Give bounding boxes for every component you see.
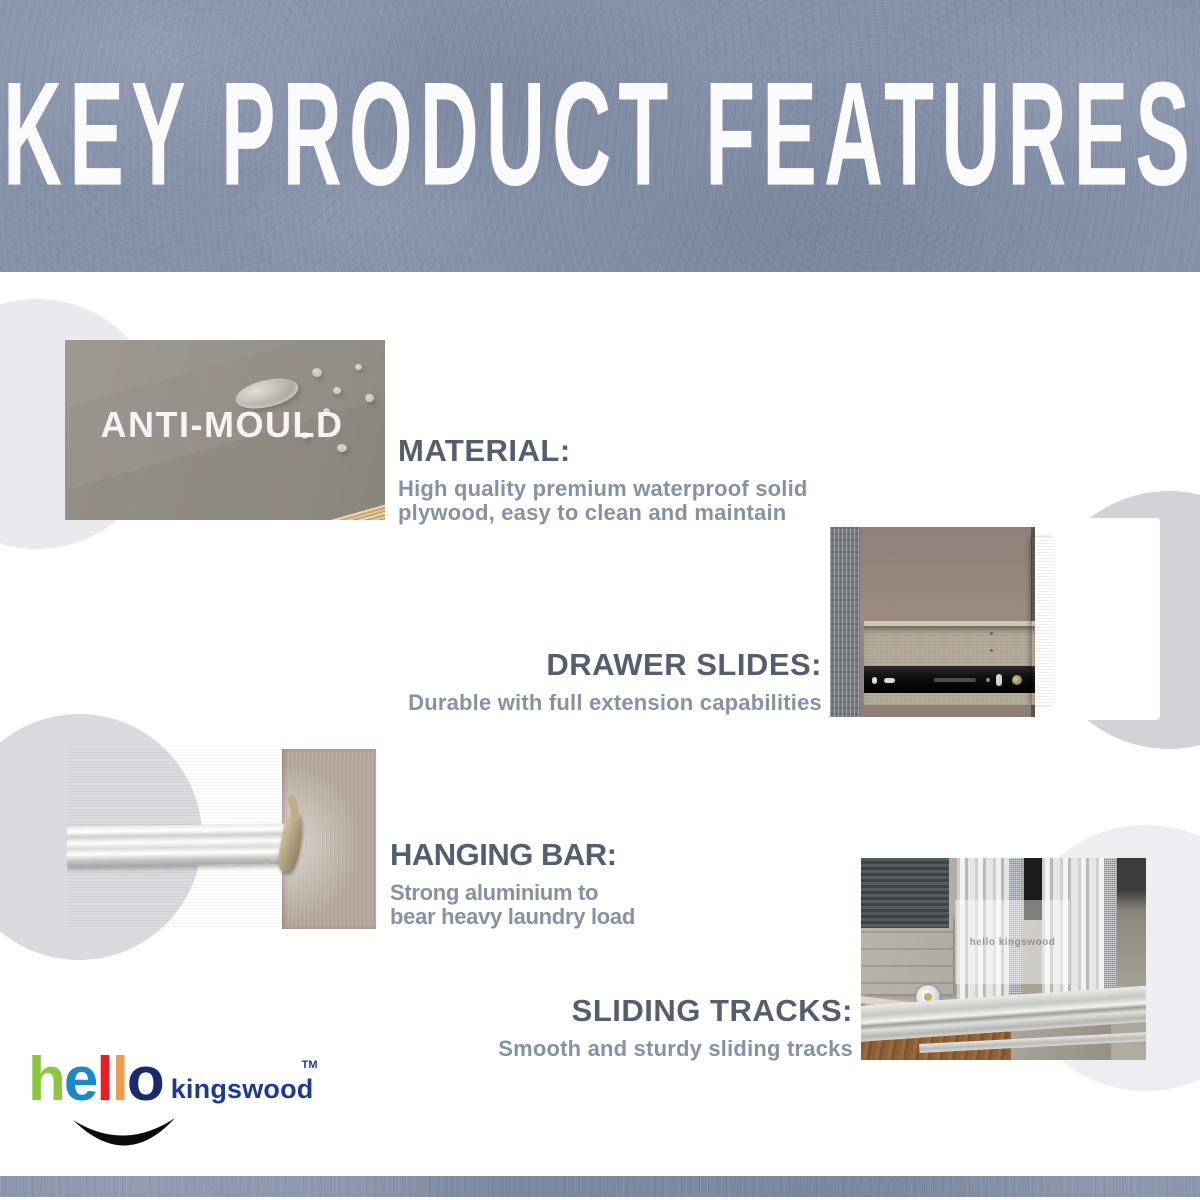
- watermark-text: hello kingswood: [969, 936, 1056, 948]
- accent-white-rect: [1048, 518, 1160, 720]
- feature-body-line: Strong aluminium to: [390, 880, 599, 905]
- logo-wordmark-hello: [28, 1045, 163, 1114]
- brand-logo: [28, 1045, 328, 1162]
- logo-brand-wrap: [170, 1059, 318, 1105]
- page-title: KEY PRODUCT FEATURES: [3, 53, 1197, 218]
- trademark-symbol: TM: [301, 1059, 318, 1071]
- feature-block-drawer-slides: [408, 648, 822, 715]
- logo-row: [28, 1045, 328, 1114]
- feature-block-material: [398, 434, 808, 525]
- water-droplet: [312, 368, 322, 377]
- pin-hole: [990, 649, 993, 652]
- rail-slot: [872, 677, 877, 684]
- rail-print: [934, 678, 976, 682]
- photo-drawer-slides: [830, 527, 1055, 717]
- feature-body-line: Durable with full extension capabilities: [408, 690, 822, 715]
- photo-hanging-bar: [67, 749, 376, 929]
- door-brush-seal: [1104, 858, 1117, 1008]
- aluminium-hanging-bar: [67, 823, 293, 866]
- feature-body-line: Smooth and sturdy sliding tracks: [498, 1036, 853, 1061]
- water-droplet: [355, 364, 362, 370]
- rail-dot: [986, 678, 990, 682]
- drawer-front-panel: [1032, 537, 1055, 705]
- logo-letter: l: [111, 1045, 127, 1114]
- rail-oval: [996, 674, 1002, 686]
- feature-body-sliding-tracks: [498, 1037, 853, 1061]
- logo-brand-name: kingswood: [170, 1074, 314, 1104]
- photo-anti-mould-plywood: [65, 340, 385, 520]
- logo-letter: e: [63, 1045, 97, 1114]
- feature-body-hanging-bar: [390, 881, 635, 929]
- rail-slot: [884, 678, 895, 683]
- feature-body-line: bear heavy laundry load: [390, 904, 635, 929]
- feature-body-line: plywood, easy to clean and maintain: [398, 500, 787, 525]
- logo-letter: h: [28, 1045, 64, 1114]
- feature-body-drawer-slides: [408, 691, 822, 715]
- feature-heading-sliding-tracks: SLIDING TRACKS:: [571, 993, 853, 1028]
- footer-band: [0, 1176, 1200, 1197]
- feature-heading-material: MATERIAL:: [398, 433, 571, 468]
- drawer-slide-rail: [864, 666, 1035, 693]
- pin-hole: [990, 632, 993, 635]
- anti-mould-overlay-label: ANTI-MOULD: [100, 404, 344, 445]
- feature-block-sliding-tracks: [498, 994, 853, 1061]
- water-droplet: [333, 387, 341, 394]
- photo-sliding-tracks: [861, 858, 1146, 1060]
- photo-watermark: [955, 900, 1070, 984]
- door-bottom-rail: [861, 916, 953, 994]
- feature-block-hanging-bar: [390, 838, 635, 929]
- logo-letter: l: [96, 1045, 112, 1114]
- smile-icon: [68, 1116, 180, 1156]
- rail-screw: [1012, 675, 1022, 685]
- feature-body-material: [398, 477, 808, 525]
- feature-heading-hanging-bar: HANGING BAR:: [390, 837, 617, 872]
- cabinet-side-wall: [830, 527, 860, 717]
- feature-heading-drawer-slides: DRAWER SLIDES:: [546, 647, 822, 682]
- water-droplet: [365, 394, 374, 402]
- logo-letter: o: [126, 1045, 163, 1114]
- header-title-wrap: [0, 0, 1200, 272]
- feature-body-line: High quality premium waterproof solid: [398, 476, 808, 501]
